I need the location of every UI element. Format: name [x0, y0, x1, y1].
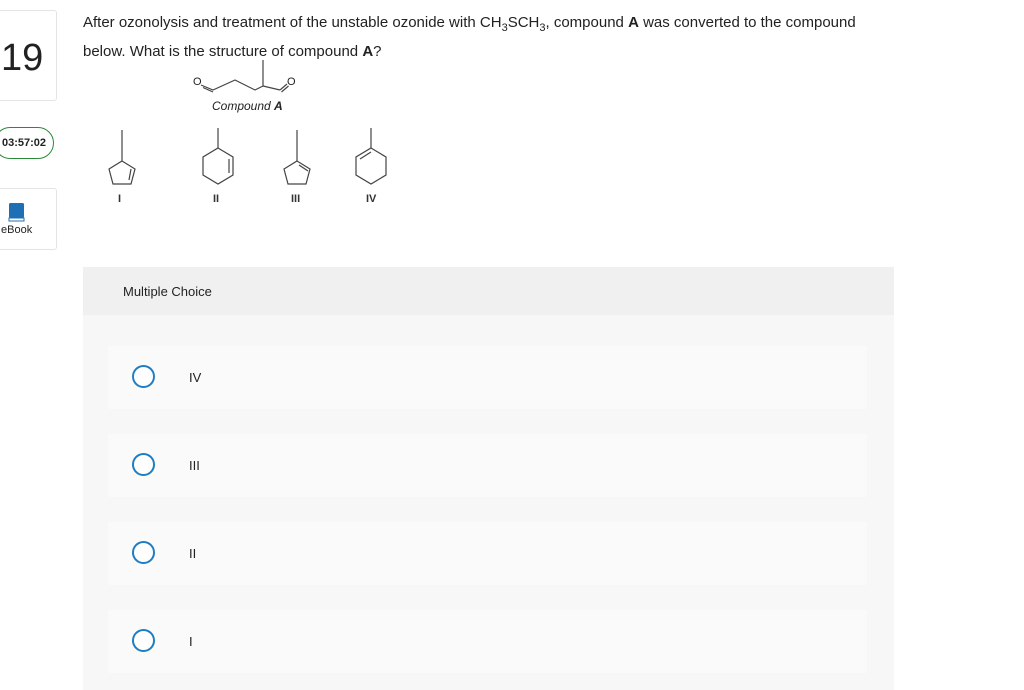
choice-label: I	[189, 634, 193, 649]
book-icon	[8, 203, 25, 222]
structure-i-label: I	[118, 193, 122, 205]
choice-option-2[interactable]	[108, 434, 867, 497]
radio-button[interactable]	[132, 365, 155, 388]
atom-o-right: O	[287, 76, 296, 88]
multiple-choice-panel	[83, 267, 894, 690]
compound-label: Compound A	[212, 99, 283, 113]
structure-ii-label: II	[213, 193, 220, 205]
multiple-choice-title: Multiple Choice	[123, 284, 212, 299]
multiple-choice-header	[83, 267, 894, 315]
choice-option-4[interactable]	[108, 610, 867, 673]
radio-button[interactable]	[132, 629, 155, 652]
ebook-label: eBook	[1, 224, 33, 236]
choice-option-1[interactable]	[108, 346, 867, 409]
choice-option-3[interactable]	[108, 522, 867, 585]
structure-iii	[279, 126, 315, 188]
ebook-button[interactable]	[0, 188, 57, 250]
atom-o-left: O	[193, 76, 202, 88]
structure-i	[104, 126, 140, 188]
structure-iv	[351, 126, 391, 188]
structure-iv-label: IV	[366, 193, 377, 205]
structure-ii	[198, 126, 238, 188]
structure-iii-label: III	[291, 193, 301, 205]
question-number-card	[0, 10, 57, 101]
choice-label: II	[189, 546, 197, 561]
question-number: 19	[1, 37, 44, 79]
compound-structure	[185, 56, 310, 96]
radio-button[interactable]	[132, 453, 155, 476]
timer-badge: 03:57:02	[0, 127, 54, 159]
radio-button[interactable]	[132, 541, 155, 564]
choice-label: IV	[189, 370, 202, 385]
choice-label: III	[189, 458, 200, 473]
question-text: After ozonolysis and treatment of the unstable ozonide with $CH_3SCH_3$, compound A was converted to the compound below. What is the structure of compound A?	[83, 14, 856, 60]
